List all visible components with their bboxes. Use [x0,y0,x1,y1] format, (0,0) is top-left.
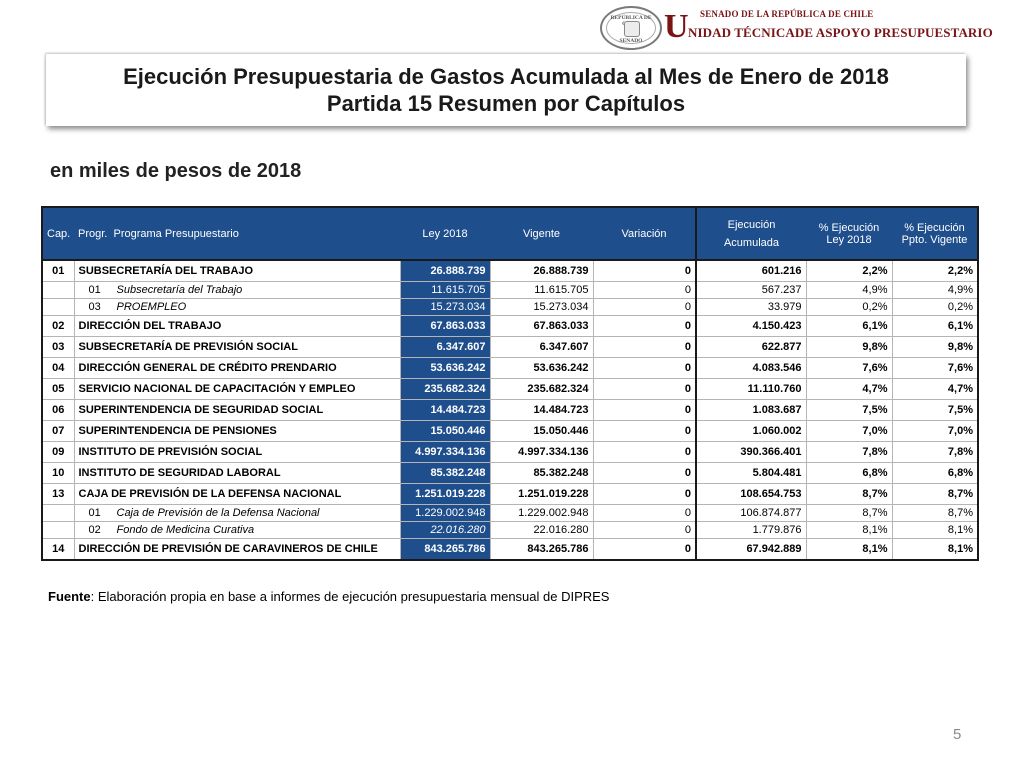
cell-ejecucion: 5.804.481 [696,463,806,484]
cell-variacion: 0 [593,505,696,522]
cell-programa-name: INSTITUTO DE SEGURIDAD LABORAL [78,467,281,479]
cell-programa-name: DIRECCIÓN GENERAL DE CRÉDITO PRENDARIO [78,362,337,374]
header-pct-ley [806,207,892,260]
table-row [42,260,978,282]
source-text: : Elaboración propia en base a informes de ejecución presupuestaria mensual de DIPRES [90,589,610,604]
cell-vigente: 15.050.446 [490,421,593,442]
table-row [42,337,978,358]
cell-pct-vigente: 0,2% [892,299,978,316]
table-row [42,539,978,561]
cell-ley: 235.682.324 [400,379,490,400]
table-row [42,505,978,522]
cell-programa-name: DIRECCIÓN DE PREVISIÓN DE CARAVINEROS DE CHILE [78,543,378,555]
org-name-initial: U [664,8,689,45]
cell-pct-vigente: 4,9% [892,282,978,299]
table-row [42,358,978,379]
cell-programa [74,260,400,282]
cell-programa-name: INSTITUTO DE PREVISIÓN SOCIAL [78,446,263,458]
cell-progr: 01 [88,284,101,296]
cell-pct-ley: 7,0% [806,421,892,442]
cell-pct-vigente: 6,1% [892,316,978,337]
cell-cap: 05 [42,379,74,400]
cell-programa-name: Caja de Previsión de la Defensa Nacional [116,507,320,519]
cell-progr: 03 [88,301,101,313]
header-ley: Ley 2018 [400,207,490,260]
cell-programa [74,358,400,379]
cell-programa [74,299,400,316]
cell-pct-vigente: 6,8% [892,463,978,484]
cell-programa [74,539,400,561]
cell-variacion: 0 [593,400,696,421]
cell-vigente: 6.347.607 [490,337,593,358]
cell-programa-name: CAJA DE PREVISIÓN DE LA DEFENSA NACIONAL [78,488,342,500]
cell-programa [74,316,400,337]
page-number: 5 [953,726,962,743]
cell-ley: 15.050.446 [400,421,490,442]
table-row [42,522,978,539]
cell-pct-vigente: 8,1% [892,522,978,539]
cell-cap [42,522,74,539]
cell-variacion: 0 [593,484,696,505]
cell-cap: 14 [42,539,74,561]
cell-pct-ley: 2,2% [806,260,892,282]
title-box [46,54,966,126]
cell-ley: 11.615.705 [400,282,490,299]
cell-pct-ley: 9,8% [806,337,892,358]
cell-ley: 14.484.723 [400,400,490,421]
cell-vigente: 1.229.002.948 [490,505,593,522]
cell-variacion: 0 [593,282,696,299]
cell-cap: 02 [42,316,74,337]
cell-cap: 06 [42,400,74,421]
cell-cap [42,299,74,316]
header-pct-vig-l1: % Ejecución [904,221,965,234]
table-row [42,316,978,337]
cell-programa-name: SERVICIO NACIONAL DE CAPACITACIÓN Y EMPLEO [78,383,356,395]
budget-table [41,206,979,561]
cell-ejecucion: 622.877 [696,337,806,358]
table-row [42,379,978,400]
cell-variacion: 0 [593,421,696,442]
cell-pct-vigente: 2,2% [892,260,978,282]
cell-programa [74,505,400,522]
cell-variacion: 0 [593,316,696,337]
header-pct-vig-l2: Ppto. Vigente [901,233,968,246]
cell-ejecucion: 33.979 [696,299,806,316]
cell-pct-vigente: 8,7% [892,484,978,505]
cell-variacion: 0 [593,299,696,316]
cell-pct-ley: 4,9% [806,282,892,299]
cell-pct-vigente: 7,0% [892,421,978,442]
cell-variacion: 0 [593,358,696,379]
source-note [48,589,609,604]
header-programa-label: Programa Presupuestario [113,227,239,240]
header-cap: Cap. [42,207,74,260]
cell-variacion: 0 [593,337,696,358]
header-vigente: Vigente [490,207,593,260]
cell-ejecucion: 106.874.877 [696,505,806,522]
cell-vigente: 15.273.034 [490,299,593,316]
cell-ejecucion: 567.237 [696,282,806,299]
source-label: Fuente [48,589,91,604]
cell-pct-ley: 0,2% [806,299,892,316]
cell-vigente: 85.382.248 [490,463,593,484]
seal-top-text: REPÚBLICA DE [610,15,652,21]
header-ejecucion-l2: Acumulada [723,236,780,249]
table-row [42,299,978,316]
table-header-row [42,207,978,260]
cell-programa-name: SUBSECRETARÍA DEL TRABAJO [78,265,254,277]
cell-programa [74,522,400,539]
cell-pct-ley: 8,1% [806,522,892,539]
cell-programa-name: SUPERINTENDENCIA DE PENSIONES [78,425,277,437]
cell-pct-ley: 7,6% [806,358,892,379]
cell-vigente: 843.265.786 [490,539,593,561]
cell-progr: 01 [88,507,101,519]
cell-cap [42,282,74,299]
cell-programa [74,379,400,400]
cell-ejecucion: 601.216 [696,260,806,282]
cell-vigente: 4.997.334.136 [490,442,593,463]
cell-ejecucion: 1.083.687 [696,400,806,421]
cell-cap [42,505,74,522]
cell-programa-name: PROEMPLEO [116,301,187,313]
cell-ley: 15.273.034 [400,299,490,316]
page-title: Ejecución Presupuestaria de Gastos Acumulada al Mes de Enero de 2018 [123,64,889,89]
cell-programa-name: SUPERINTENDENCIA DE SEGURIDAD SOCIAL [78,404,324,416]
cell-ley: 1.251.019.228 [400,484,490,505]
cell-cap: 09 [42,442,74,463]
cell-cap: 04 [42,358,74,379]
cell-programa [74,442,400,463]
table-row [42,400,978,421]
cell-ley: 843.265.786 [400,539,490,561]
cell-programa [74,400,400,421]
cell-variacion: 0 [593,379,696,400]
header-progr: Progr. [78,227,108,240]
cell-programa-name: DIRECCIÓN DEL TRABAJO [78,320,222,332]
cell-progr: 02 [88,524,101,536]
cell-ley: 6.347.607 [400,337,490,358]
header-pct-ley-l1: % Ejecución [818,221,880,234]
header-ejecucion-l1: Ejecución [727,218,776,231]
cell-ley: 26.888.739 [400,260,490,282]
cell-ejecucion: 4.150.423 [696,316,806,337]
cell-ejecucion: 67.942.889 [696,539,806,561]
org-name-large: NIDAD TÉCNICADE ASPOYO PRESUPUESTARIO [688,25,993,40]
table-row [42,421,978,442]
units-label: en miles de pesos de 2018 [50,160,302,182]
cell-ley: 1.229.002.948 [400,505,490,522]
cell-vigente: 11.615.705 [490,282,593,299]
cell-pct-ley: 6,1% [806,316,892,337]
cell-vigente: 14.484.723 [490,400,593,421]
cell-ejecucion: 11.110.760 [696,379,806,400]
cell-vigente: 67.863.033 [490,316,593,337]
cell-pct-vigente: 4,7% [892,379,978,400]
cell-vigente: 235.682.324 [490,379,593,400]
cell-pct-vigente: 7,8% [892,442,978,463]
cell-pct-ley: 8,1% [806,539,892,561]
cell-variacion: 0 [593,463,696,484]
cell-ley: 67.863.033 [400,316,490,337]
cell-cap: 13 [42,484,74,505]
cell-pct-vigente: 7,5% [892,400,978,421]
cell-pct-ley: 6,8% [806,463,892,484]
cell-cap: 10 [42,463,74,484]
cell-programa [74,282,400,299]
cell-ley: 4.997.334.136 [400,442,490,463]
cell-ley: 53.636.242 [400,358,490,379]
cell-pct-vigente: 8,1% [892,539,978,561]
table-row [42,463,978,484]
cell-programa [74,484,400,505]
cell-vigente: 26.888.739 [490,260,593,282]
header-variacion: Variación [593,207,696,260]
senado-seal-logo [600,6,662,50]
cell-pct-ley: 8,7% [806,484,892,505]
cell-cap: 01 [42,260,74,282]
table-row [42,484,978,505]
cell-ejecucion: 1.060.002 [696,421,806,442]
table-row [42,442,978,463]
cell-pct-vigente: 9,8% [892,337,978,358]
table-body [42,260,978,560]
cell-programa [74,421,400,442]
table-row [42,282,978,299]
cell-vigente: 1.251.019.228 [490,484,593,505]
page-subtitle: Partida 15 Resumen por Capítulos [326,91,686,116]
cell-programa [74,463,400,484]
cell-variacion: 0 [593,442,696,463]
cell-variacion: 0 [593,522,696,539]
cell-programa-name: Subsecretaría del Trabajo [116,284,243,296]
cell-ejecucion: 390.366.401 [696,442,806,463]
cell-variacion: 0 [593,539,696,561]
header-ejecucion [696,207,806,260]
cell-pct-vigente: 7,6% [892,358,978,379]
cell-ley: 85.382.248 [400,463,490,484]
cell-programa-name: Fondo de Medicina Curativa [116,524,255,536]
cell-pct-ley: 7,5% [806,400,892,421]
cell-cap: 03 [42,337,74,358]
header-programa [74,207,400,260]
cell-vigente: 22.016.280 [490,522,593,539]
seal-bottom-text: SENADO [619,38,643,44]
cell-pct-ley: 7,8% [806,442,892,463]
cell-pct-ley: 4,7% [806,379,892,400]
cell-pct-ley: 8,7% [806,505,892,522]
cell-programa [74,337,400,358]
cell-pct-vigente: 8,7% [892,505,978,522]
cell-ejecucion: 1.779.876 [696,522,806,539]
cell-vigente: 53.636.242 [490,358,593,379]
header-pct-ley-l2: Ley 2018 [826,233,872,246]
cell-variacion: 0 [593,260,696,282]
cell-ley: 22.016.280 [400,522,490,539]
cell-programa-name: SUBSECRETARÍA DE PREVISIÓN SOCIAL [78,341,298,353]
cell-ejecucion: 4.083.546 [696,358,806,379]
cell-ejecucion: 108.654.753 [696,484,806,505]
seal-emblem-icon [624,21,640,37]
org-name-small: SENADO DE LA REPÚBLICA DE CHILE [700,9,874,19]
header-pct-vigente [892,207,978,260]
cell-cap: 07 [42,421,74,442]
